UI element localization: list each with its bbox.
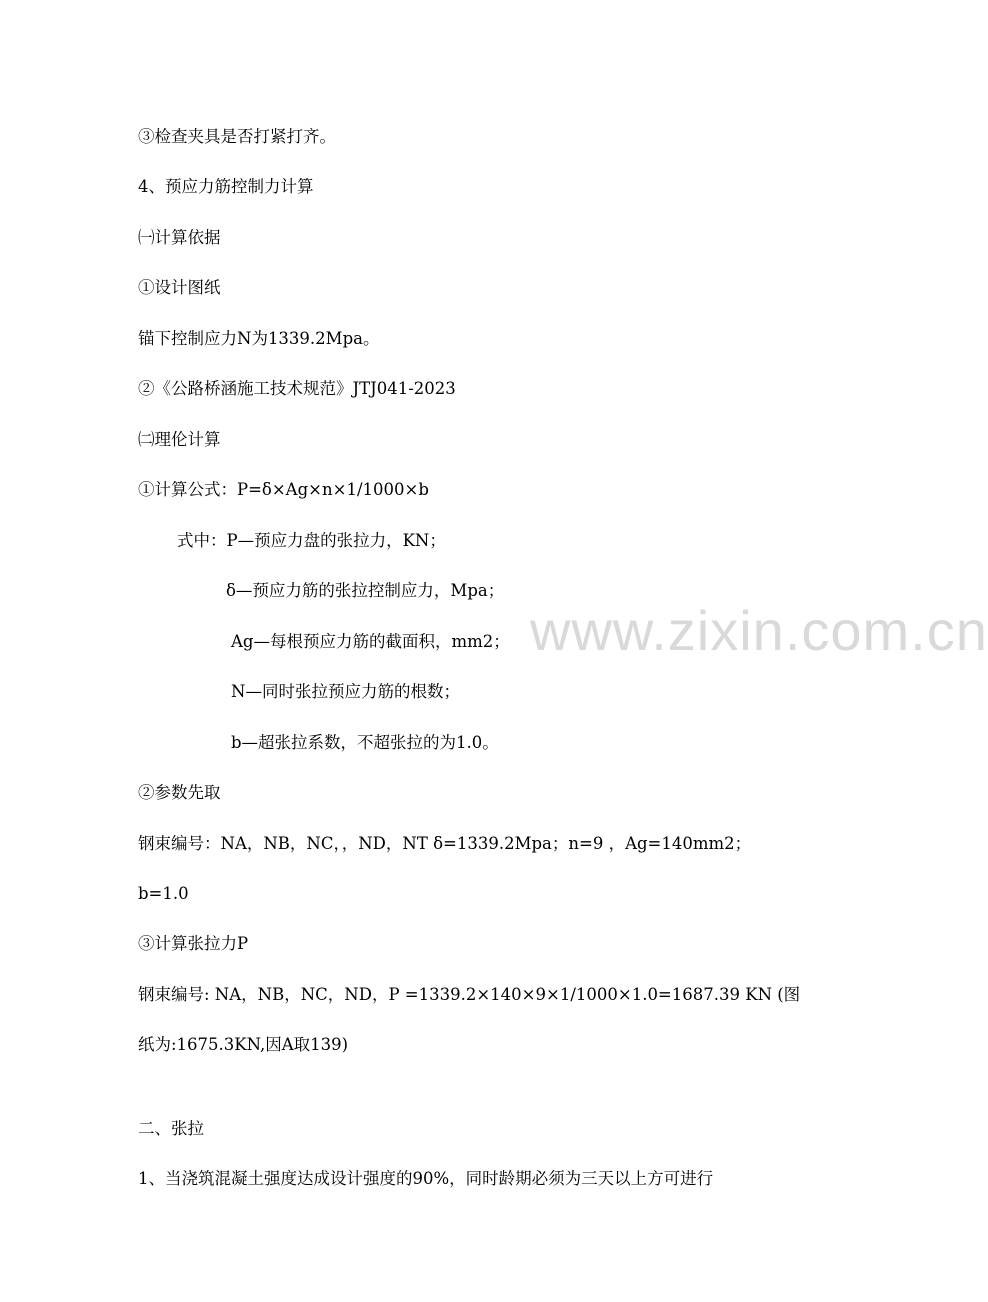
heading-calc-basis: ㈠计算依据 <box>138 228 221 247</box>
heading-tension-calc: ③计算张拉力P <box>138 934 249 953</box>
text-line-formula: ①计算公式：P=δ×Ag×n×1/1000×b <box>138 480 429 499</box>
text-line-anchor-stress: 锚下控制应力N为1339.2Mpa。 <box>138 329 380 348</box>
text-line-check-clamps: ③检查夹具是否打紧打齐。 <box>138 127 336 146</box>
heading-parameter-selection: ②参数先取 <box>138 783 221 802</box>
text-line-tension-condition: 1、当浇筑混凝土强度达成设计强度的90%，同时龄期必须为三天以上方可进行 <box>138 1169 714 1188</box>
text-line-spec-reference: ②《公路桥涵施工技术规范》JTJ041-2023 <box>138 379 456 398</box>
text-line-tension-result: 钢束编号: NA，NB，NC，ND，P =1339.2×140×9×1/1000×1.0=1687.39 KN (图 <box>138 985 801 1004</box>
heading-tensioning: 二、张拉 <box>138 1119 204 1138</box>
text-line-where-delta: δ—预应力筋的张拉控制应力，Mpa； <box>226 581 505 600</box>
text-line-where-b: b—超张拉系数，不超张拉的为1.0。 <box>231 733 499 752</box>
heading-theory-calc: ㈡理伦计算 <box>138 430 221 449</box>
text-line-b-value: b=1.0 <box>138 884 189 903</box>
text-line-where-n: N—同时张拉预应力筋的根数； <box>231 682 460 701</box>
text-line-where-p: 式中：P—预应力盘的张拉力，KN； <box>177 531 446 550</box>
watermark: www.zixin.com.cn <box>530 599 988 662</box>
heading-prestress-control-calc: 4、预应力筋控制力计算 <box>138 177 314 196</box>
text-line-tension-result-cont: 纸为:1675.3KN,因A取139) <box>138 1035 349 1054</box>
text-line-design-drawing: ①设计图纸 <box>138 278 221 297</box>
text-line-where-ag: Ag—每根预应力筋的截面积，mm2； <box>231 632 510 651</box>
text-line-parameters: 钢束编号：NA，NB，NC，，ND，NT δ=1339.2Mpa；n=9 ，Ag=140mm2； <box>138 834 752 853</box>
